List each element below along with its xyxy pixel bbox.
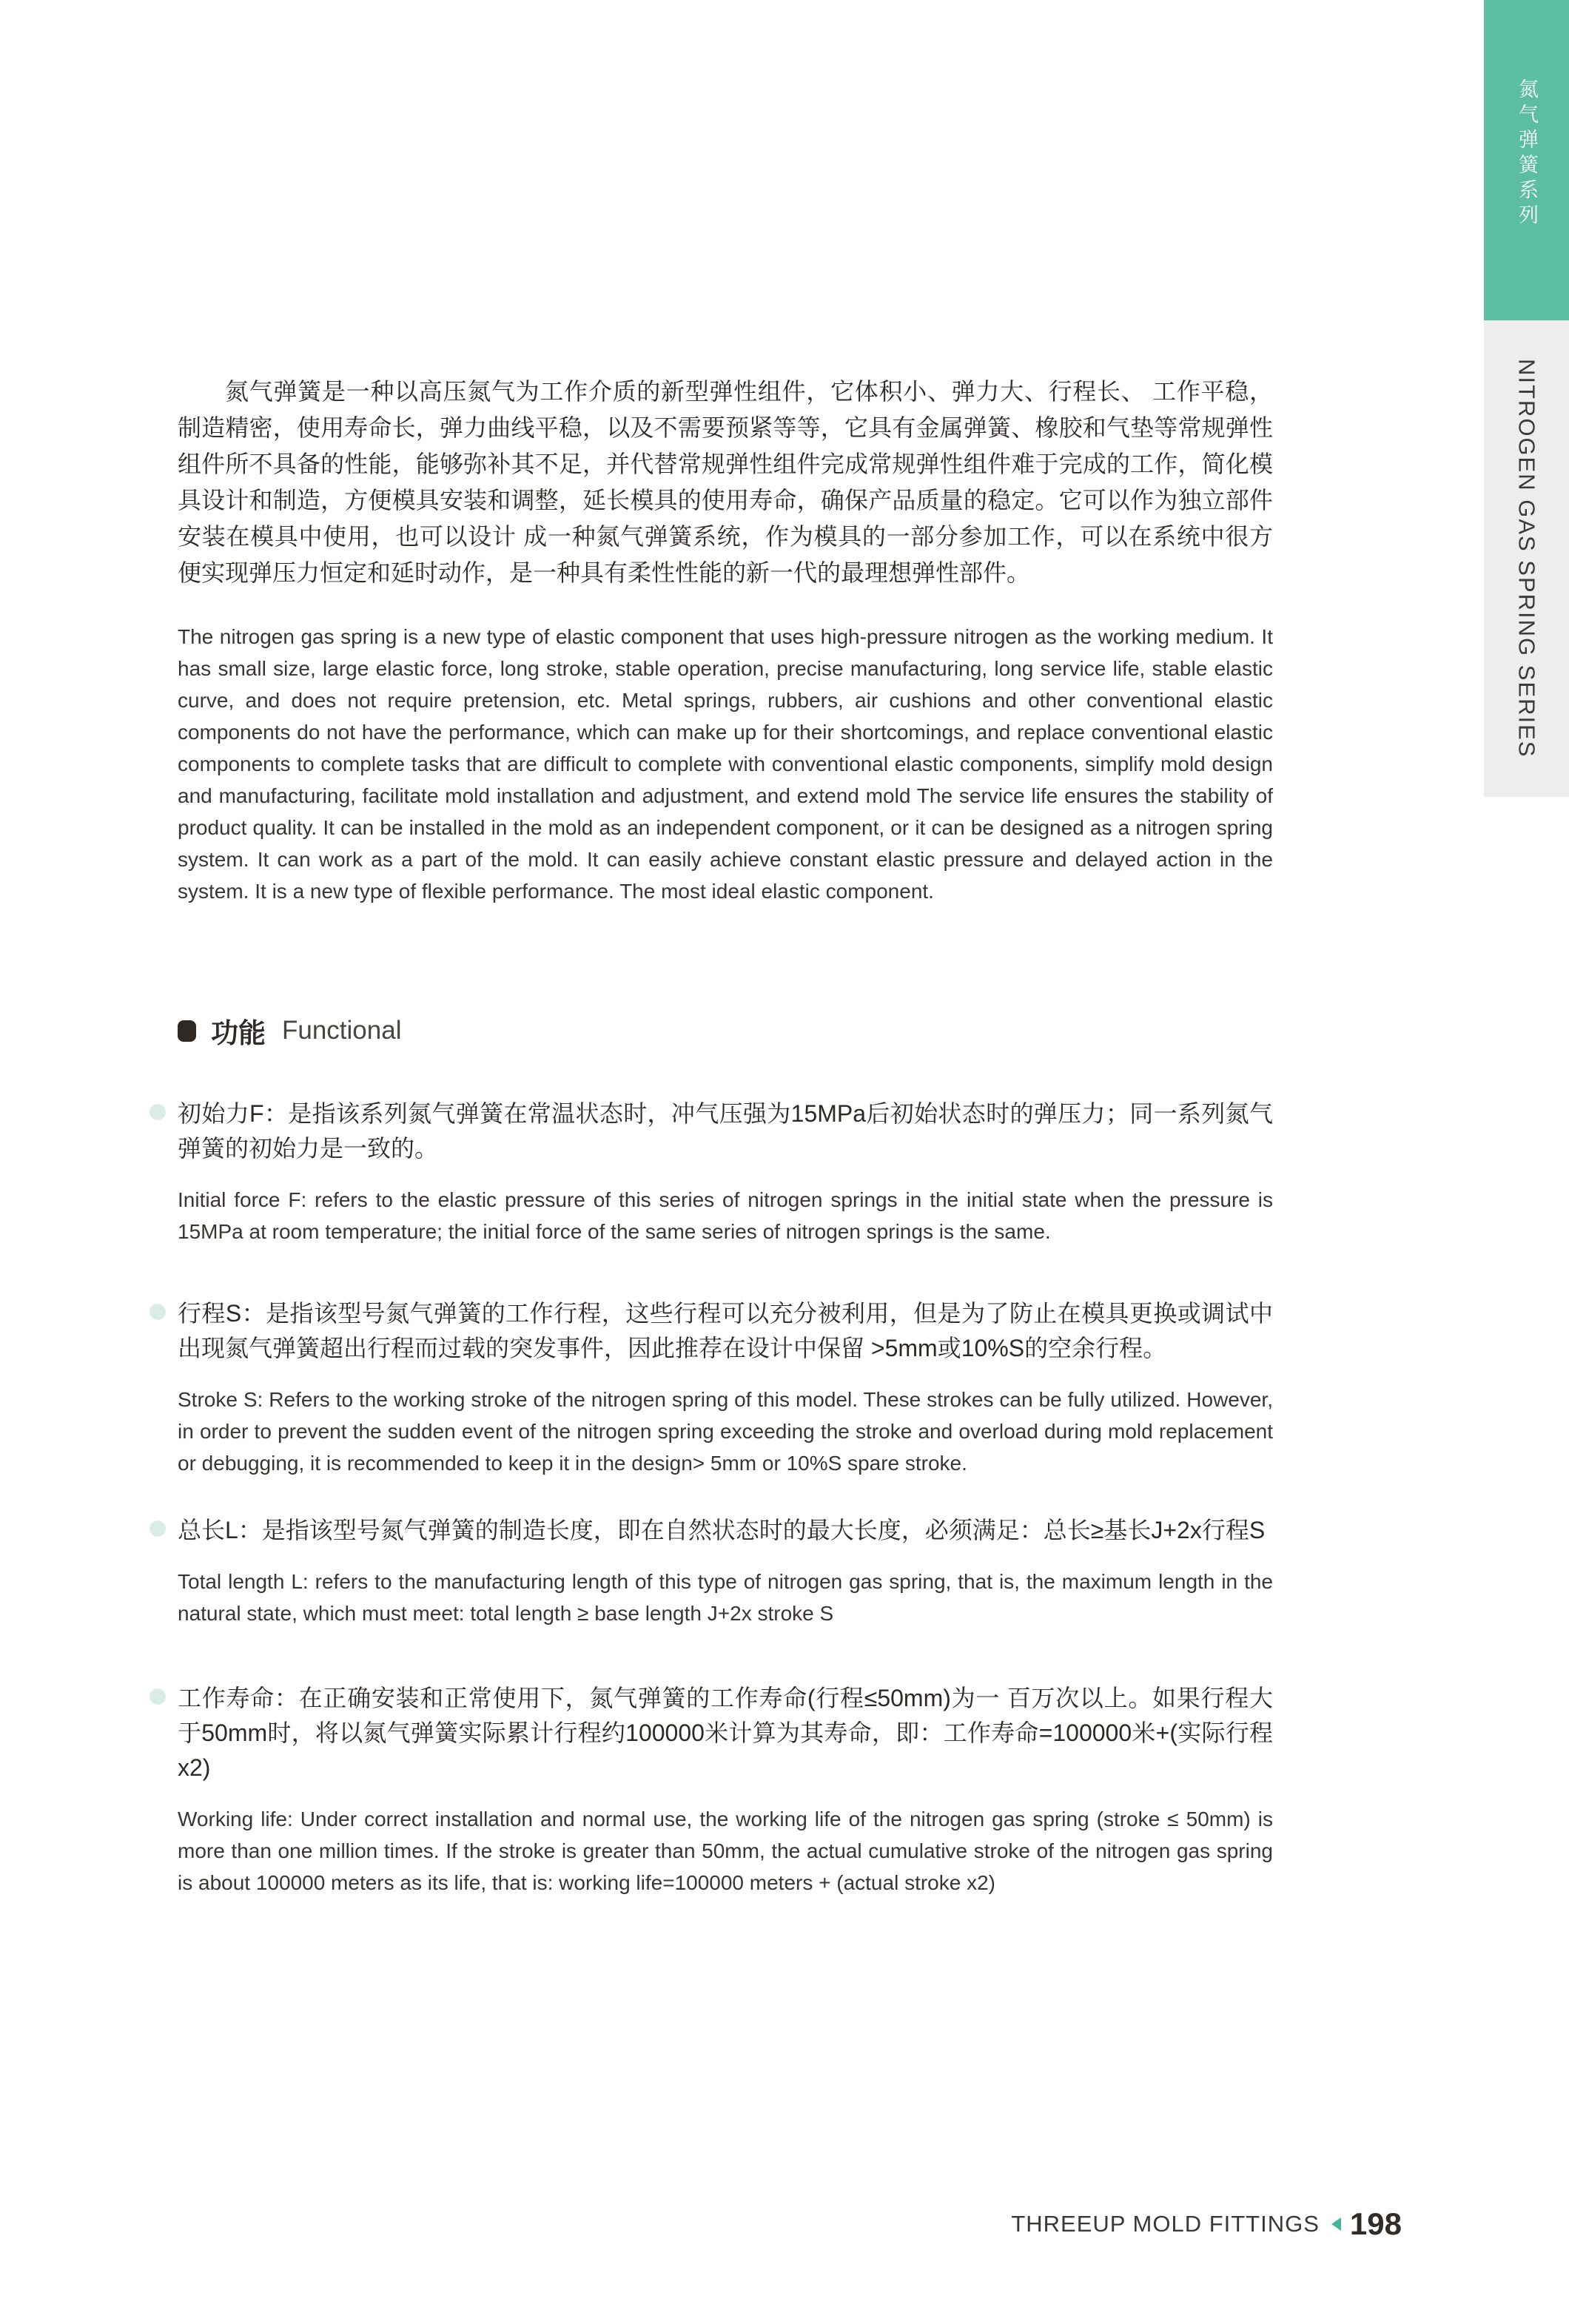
feature-text-en: Total length L: refers to the manufacturing length of this type of nitrogen gas spring, that is, the maximum length in the natural state, which must meet: total length ≥ base length J+2x stroke S [178, 1570, 1273, 1625]
page-footer [1011, 2206, 1402, 2242]
circle-bullet-icon [149, 1520, 166, 1537]
section-title-en: Functional [282, 1016, 402, 1045]
intro-paragraph-en: The nitrogen gas spring is a new type of elastic component that uses high-pressure nitrogen as the working medium. It has small size, large elastic force, long stroke, stable operation, precise manufacturing, long service life, stable elastic curve, and does not require pretension, etc. Metal springs, rubbers, air cushions and other conventional elastic components do not have the performance, which can make up for their shortcomings, and replace conventional elastic components to complete tasks that are difficult to complete with conventional elastic components, simplify mold design and manufacturing, facilitate mold installation and adjustment, and extend mold The service life ensures the stability of product quality. It can be installed in the mold as an independent component, or it can be designed as a nitrogen spring system. It can work as a part of the mold. It can easily achieve constant elastic pressure and delayed action in the system. It is a new type of flexible performance. The most ideal elastic component. [178, 625, 1273, 903]
series-tab [1484, 0, 1569, 320]
intro-paragraph-zh: 氮气弹簧是一种以高压氮气为工作介质的新型弹性组件，它体积小、弹力大、行程长、 工作平稳，制造精密，使用寿命长，弹力曲线平稳，以及不需要预紧等等，它具有金属弹簧、橡胶和气垫等常规弹性组件所不具备的性能，能够弥补其不足，并代替常规弹性组件完成常规弹性组件难于完成的工作，简化模具设计和制造，方便模具安装和调整，延长模具的使用寿命，确保产品质量的稳定。它可以作为独立部件安装在模具中使用，也可以设计 成一种氮气弹簧系统，作为模具的一部分参加工作，可以在系统中很方便实现弹压力恒定和延时动作，是一种具有柔性性能的新一代的最理想弹性部件。 [178, 378, 1273, 586]
feature-item-working-life [178, 1681, 1273, 1899]
feature-text-en: Working life: Under correct installation and normal use, the working life of the nitrogen gas spring (stroke ≤ 50mm) is more than one million times. If the stroke is greater than 50mm, the actual cumulative stroke of the nitrogen gas spring is about 100000 meters as its life, that is: working life=100000 meters + (actual stroke x2) [178, 1808, 1273, 1894]
circle-bullet-icon [149, 1304, 166, 1320]
page-number: 198 [1349, 2206, 1402, 2241]
section-header [178, 1011, 1273, 1051]
left-triangle-icon [1331, 2217, 1341, 2231]
feature-text-zh: 工作寿命：在正确安装和正常使用下，氮气弹簧的工作寿命(行程≤50mm)为一 百万次以上。如果行程大于50mm时，将以氮气弹簧实际累计行程约100000米计算为其寿命，即：工作寿命=100000米+(实际行程x2) [178, 1685, 1273, 1781]
main-content [178, 0, 1273, 1899]
feature-text-zh: 行程S：是指该型号氮气弹簧的工作行程，这些行程可以充分被利用，但是为了防止在模具更换或调试中出现氮气弹簧超出行程而过载的突发事件，因此推荐在设计中保留 >5mm或10%S的空余行程。 [178, 1300, 1273, 1361]
feature-text-zh: 初始力F：是指该系列氮气弹簧在常温状态时，冲气压强为15MPa后初始状态时的弹压力；同一系列氮气弹簧的初始力是一致的。 [178, 1100, 1273, 1162]
feature-item-stroke [178, 1296, 1273, 1479]
footer-brand: THREEUP MOLD FITTINGS [1011, 2211, 1320, 2237]
square-bullet-icon [178, 1020, 196, 1042]
series-tab-label: 氮气弹簧系列 [1516, 78, 1538, 229]
feature-item-total-length [178, 1513, 1273, 1629]
circle-bullet-icon [149, 1688, 166, 1705]
feature-text-en: Stroke S: Refers to the working stroke of the nitrogen spring of this model. These strokes can be fully utilized. However, in order to prevent the sudden event of the nitrogen spring exceeding the stroke and overload during mold replacement or debugging, it is recommended to keep it in the design> 5mm or 10%S spare stroke. [178, 1388, 1273, 1475]
series-strip-label: NITROGEN GAS SPRING SERIES [1513, 359, 1540, 758]
feature-text-en: Initial force F: refers to the elastic pressure of this series of nitrogen springs in the initial state when the pressure is 15MPa at room temperature; the initial force of the same series of nitrogen springs is the same. [178, 1188, 1273, 1243]
feature-item-initial-force [178, 1097, 1273, 1247]
section-title-zh: 功能 [211, 1018, 266, 1048]
feature-text-zh: 总长L：是指该型号氮气弹簧的制造长度，即在自然状态时的最大长度，必须满足：总长≥基长J+2x行程S [178, 1517, 1266, 1543]
series-strip [1484, 320, 1569, 797]
circle-bullet-icon [149, 1104, 166, 1120]
